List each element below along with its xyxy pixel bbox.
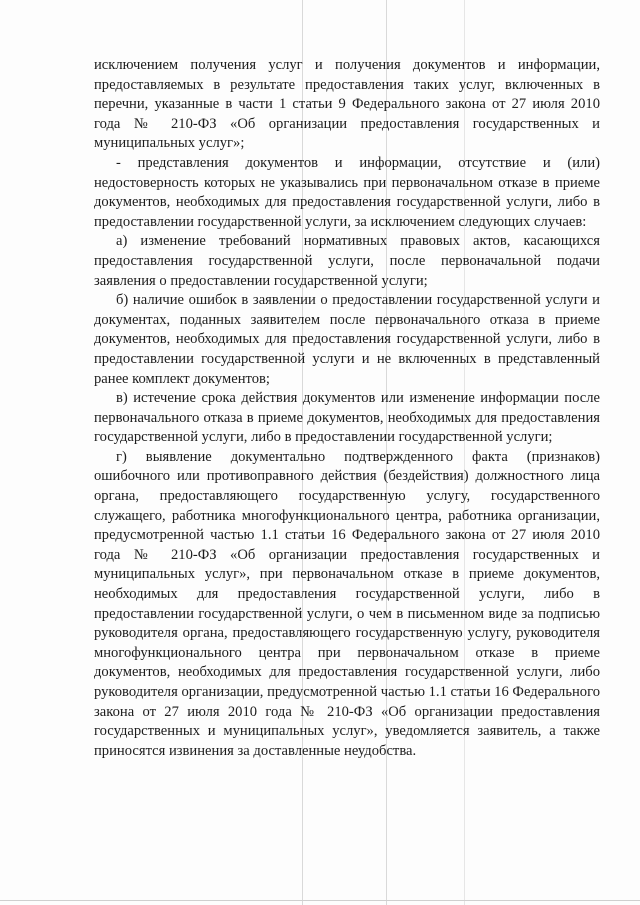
paragraph-case-b: б) наличие ошибок в заявлении о предоставлении государственной услуги и документах, поданных заявителем после первоначального отказа в приеме документов, необходимых для предоставления государственной услуги, либо в предоставлении государственной услуги и не включенных в представленный ранее комплект документов; — [94, 292, 600, 387]
paragraph-case-g: г) выявление документально подтвержденного факта (признаков) ошибочного или противоправного действия (бездействия) должностного лица органа, предоставляющего государственную услугу, государственного служащего, работника многофункционального центра, работника организации, предусмотренной частью 1.1 статьи 16 Федерального закона от 27 июля 2010 года № 210-ФЗ «Об организации предоставления государственных и муниципальных услуг», при первоначальном отказе в приеме документов, необходимых для предоставления государственной услуги, либо в предоставлении государственной услуги, о чем в письменном виде за подписью руководителя органа, предоставляющего государственную услугу, руководителя многофункционального центра при первоначальном отказе в приеме документов, необходимых для предоставления государственной услуги, либо руководителя организации, предусмотренной частью 1.1 статьи 16 Федерального закона от 27 июля 2010 года № 210-ФЗ «Об организации предоставления государственных и муниципальных услуг», уведомляется заявитель, а также приносятся извинения за доставленные неудобства. — [94, 448, 600, 759]
paragraph-list-item: - представления документов и информации, отсутствие и (или) недостоверность которых не указывались при первоначальном отказе в приеме документов, необходимых для предоставления государственной услуги, либо в предоставлении государственной услуги, за исключением следующих случаев: — [94, 154, 600, 230]
page-bottom-edge — [0, 900, 640, 901]
document-body — [94, 56, 600, 761]
paragraph-case-v: в) истечение срока действия документов или изменение информации после первоначального отказа в приеме документов, необходимых для предоставления государственной услуги, либо в предоставлении государственной услуги; — [94, 390, 600, 446]
paragraph-case-a: а) изменение требований нормативных правовых актов, касающихся предоставления государственной услуги, после первоначальной подачи заявления о предоставлении государственной услуги; — [94, 233, 600, 289]
paragraph-continuation: исключением получения услуг и получения документов и информации, предоставляемых в результате предоставления таких услуг, включенных в перечни, указанные в части 1 статьи 9 Федерального закона от 27 июля 2010 года № 210-ФЗ «Об организации предоставления государственных и муниципальных услуг»; — [94, 57, 600, 152]
